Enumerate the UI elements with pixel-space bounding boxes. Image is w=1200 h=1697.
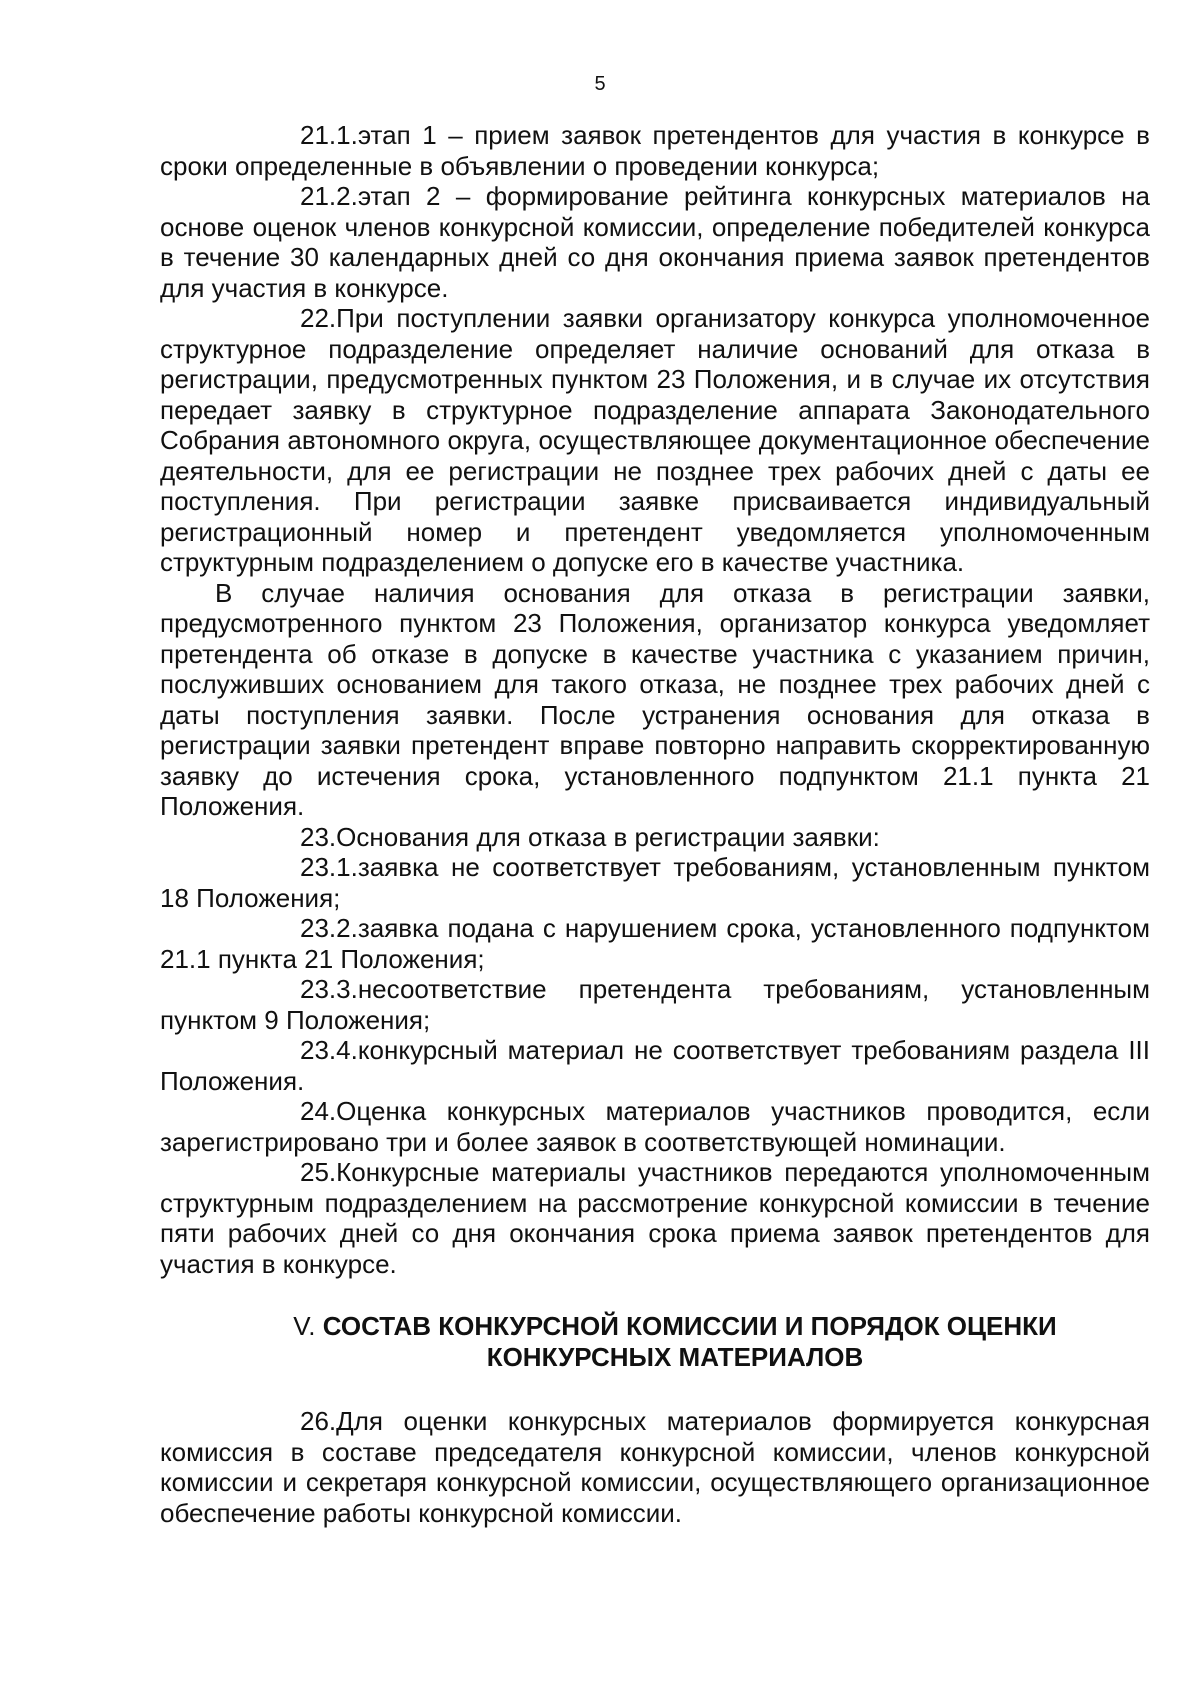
paragraph-22 (160, 303, 1150, 578)
paragraph-23-3 (160, 974, 1150, 1035)
paragraph-23-1 (160, 852, 1150, 913)
paragraph-text: этап 1 – прием заявок претендентов для участия в конкурсе в сроки определенные в объявлении о проведении конкурса; (160, 120, 1150, 181)
section-title-line-1: СОСТАВ КОНКУРСНОЙ КОМИССИИ И ПОРЯДОК ОЦЕНКИ (322, 1311, 1057, 1341)
paragraph-23-2 (160, 913, 1150, 974)
section-title-line-2: КОНКУРСНЫХ МАТЕРИАЛОВ (486, 1341, 864, 1372)
paragraph-text: Конкурсные материалы участников передаются уполномоченным структурным подразделением на рассмотрение конкурсной комиссии в течение пяти рабочих дней со дня окончания срока приема заявок претендентов для участия в конкурсе. (160, 1157, 1150, 1279)
paragraph-text: Для оценки конкурсных материалов формируется конкурсная комиссия в составе председателя конкурсной комиссии, членов конкурсной комиссии и секретаря конкурсной комиссии, осуществляющего организационное обеспечение работы конкурсной комиссии. (160, 1406, 1150, 1528)
paragraph-number: 23.3. (300, 974, 358, 1004)
paragraph-number: 23.1. (300, 852, 358, 882)
paragraph-25 (160, 1157, 1150, 1279)
paragraph-number: 21.1. (300, 120, 358, 150)
paragraph-26 (160, 1406, 1150, 1528)
paragraph-text: При поступлении заявки организатору конкурса уполномоченное структурное подразделение определяет наличие оснований для отказа в регистрации, предусмотренных пунктом 23 Положения, и в случае их отсутствия передает заявку в структурное подразделение аппарата Законодательного Собрания автономного округа, осуществляющее документационное обеспечение деятельности, для ее регистрации не позднее трех рабочих дней с даты ее поступления. При регистрации заявке присваивается индивидуальный регистрационный номер и претендент уведомляется уполномоченным структурным подразделением о допуске его в качестве участника. (160, 303, 1150, 577)
paragraph-22-continuation (160, 578, 1150, 822)
paragraph-text: Оценка конкурсных материалов участников проводится, если зарегистрировано три и более заявок в соответствующей номинации. (160, 1096, 1150, 1157)
paragraph-number: 21.2. (300, 181, 358, 211)
paragraph-text: этап 2 – формирование рейтинга конкурсных материалов на основе оценок членов конкурсной комиссии, определение победителей конкурса в течение 30 календарных дней со дня окончания приема заявок претендентов для участия в конкурсе. (160, 181, 1150, 303)
paragraph-number: 26. (300, 1406, 337, 1436)
section-heading (160, 1311, 1150, 1372)
paragraph-number: 22. (300, 303, 337, 333)
paragraph-text: заявка не соответствует требованиям, установленным пунктом 18 Положения; (160, 852, 1150, 913)
paragraph-24 (160, 1096, 1150, 1157)
paragraph-21-2 (160, 181, 1150, 303)
document-body (160, 120, 1150, 1528)
paragraph-text: конкурсный материал не соответствует требованиям раздела III Положения. (160, 1035, 1150, 1096)
paragraph-text: несоответствие претендента требованиям, установленным пунктом 9 Положения; (160, 974, 1150, 1035)
paragraph-text: В случае наличия основания для отказа в регистрации заявки, предусмотренного пунктом 23 Положения, организатор конкурса уведомляет претендента об отказе в допуске в качестве участника с указанием причин, послуживших основанием для такого отказа, не позднее трех рабочих дней с даты поступления заявки. После устранения основания для отказа в регистрации заявки претендент вправе повторно направить скорректированную заявку до истечения срока, установленного подпунктом 21.1 пункта 21 Положения. (160, 577, 1150, 821)
paragraph-text: заявка подана с нарушением срока, установленного подпунктом 21.1 пункта 21 Положения; (160, 913, 1150, 974)
paragraph-23-4 (160, 1035, 1150, 1096)
paragraph-21-1 (160, 120, 1150, 181)
paragraph-number: 25. (300, 1157, 337, 1187)
paragraph-23 (160, 822, 1150, 853)
paragraph-number: 24. (300, 1096, 337, 1126)
paragraph-text: Основания для отказа в регистрации заявки: (336, 821, 880, 852)
section-roman-numeral: V. (293, 1311, 316, 1341)
paragraph-number: 23. (300, 821, 337, 852)
paragraph-number: 23.4. (300, 1035, 358, 1065)
paragraph-number: 23.2. (300, 913, 358, 943)
page-number: 5 (594, 73, 606, 95)
